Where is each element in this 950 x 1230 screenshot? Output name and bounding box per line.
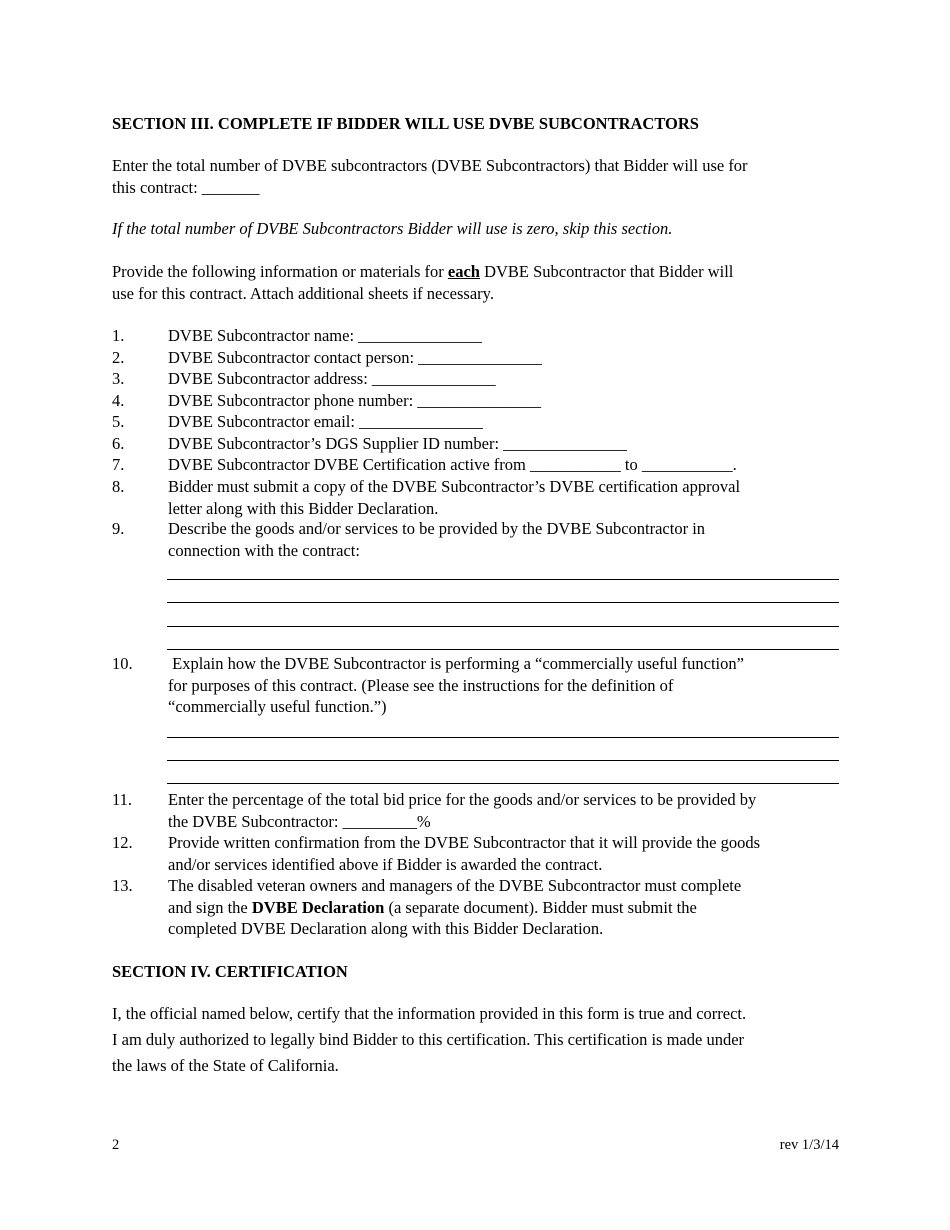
intro-paragraph: [112, 155, 748, 198]
item-number: 1.: [112, 326, 125, 345]
item-number: 2.: [112, 348, 125, 367]
item-line: Provide written confirmation from the DVBE Subcontractor that it will provide the goods: [168, 833, 761, 852]
dvbe-declaration-term: DVBE Declaration: [251, 897, 385, 917]
item-commercially-useful-function: [168, 653, 744, 718]
item-contact-person: DVBE Subcontractor contact person: _______________: [168, 348, 542, 367]
answer-line[interactable]: [167, 626, 839, 627]
item-line: Enter the percentage of the total bid price for the goods and/or services to be provided by: [168, 790, 757, 809]
provide-line-1: [112, 261, 733, 283]
item-number: 13.: [112, 876, 133, 895]
item-subcontractor-name: DVBE Subcontractor name: _______________: [168, 326, 482, 345]
item-email: DVBE Subcontractor email: _______________: [168, 412, 483, 431]
item-text: and sign the: [168, 897, 252, 917]
item-number: 5.: [112, 412, 125, 431]
item-number: 3.: [112, 369, 125, 388]
intro-line-1: Enter the total number of DVBE subcontractors (DVBE Subcontractors) that Bidder will use for: [112, 156, 748, 175]
item-dvbe-declaration: [168, 875, 741, 940]
intro-line-2: this contract: _______: [112, 177, 260, 197]
item-line: for purposes of this contract. (Please see the instructions for the definition of: [168, 675, 674, 695]
item-line: [168, 897, 741, 919]
section-4-heading: SECTION IV. CERTIFICATION: [112, 962, 348, 981]
answer-line[interactable]: [167, 649, 839, 650]
item-goods-services: [168, 518, 705, 561]
item-text: (a separate document). Bidder must submit the: [384, 897, 697, 917]
revision-label: rev 1/3/14: [779, 1137, 839, 1153]
item-line: completed DVBE Declaration along with this Bidder Declaration.: [168, 919, 604, 938]
item-address: DVBE Subcontractor address: _______________: [168, 369, 496, 388]
item-number: 9.: [112, 519, 125, 538]
item-certification-dates: DVBE Subcontractor DVBE Certification active from ___________ to ___________.: [168, 455, 737, 474]
item-certification-letter: [168, 476, 740, 519]
provide-post: DVBE Subcontractor that Bidder will: [479, 262, 734, 281]
item-number: 6.: [112, 434, 125, 453]
item-line: Bidder must submit a copy of the DVBE Subcontractor’s DVBE certification approval: [168, 477, 741, 496]
item-phone-number: DVBE Subcontractor phone number: _______________: [168, 391, 542, 410]
item-number: 11.: [112, 790, 133, 809]
provide-paragraph: [112, 261, 733, 304]
item-bid-percentage: [168, 789, 756, 832]
certification-paragraph: [112, 1001, 746, 1079]
item-line: “commercially useful function.”): [168, 697, 387, 716]
item-line: and/or services identified above if Bidder is awarded the contract.: [168, 854, 603, 874]
answer-line[interactable]: [167, 737, 839, 738]
item-line: connection with the contract:: [168, 540, 360, 560]
item-supplier-id: DVBE Subcontractor’s DGS Supplier ID number: _______________: [168, 434, 627, 453]
item-written-confirmation: [168, 832, 760, 875]
answer-line[interactable]: [167, 783, 839, 784]
section-3-heading: SECTION III. COMPLETE IF BIDDER WILL USE DVBE SUBCONTRACTORS: [112, 114, 699, 133]
item-line: The disabled veteran owners and managers of the DVBE Subcontractor must complete: [168, 876, 742, 895]
item-number: 12.: [112, 833, 133, 852]
certification-line: I, the official named below, certify that the information provided in this form is true and correct.: [112, 1004, 747, 1023]
provide-emphasis: each: [447, 262, 480, 281]
answer-line[interactable]: [167, 760, 839, 761]
item-line: Describe the goods and/or services to be provided by the DVBE Subcontractor in: [168, 519, 706, 538]
certification-line: I am duly authorized to legally bind Bidder to this certification. This certification is made under: [112, 1030, 745, 1049]
item-number: 4.: [112, 391, 125, 410]
item-number: 7.: [112, 455, 125, 474]
page-number: 2: [112, 1137, 120, 1153]
item-number: 10.: [112, 654, 133, 673]
item-line: letter along with this Bidder Declaration.: [168, 498, 439, 518]
provide-pre: Provide the following information or materials for: [112, 262, 448, 281]
item-number: 8.: [112, 477, 125, 496]
item-line: the DVBE Subcontractor: _________%: [168, 811, 431, 831]
answer-line[interactable]: [167, 579, 839, 580]
skip-note: If the total number of DVBE Subcontractors Bidder will use is zero, skip this section.: [112, 219, 673, 238]
item-line: Explain how the DVBE Subcontractor is performing a “commercially useful function”: [168, 654, 744, 673]
provide-line-2: use for this contract. Attach additional sheets if necessary.: [112, 283, 494, 303]
answer-line[interactable]: [167, 602, 839, 603]
certification-line: the laws of the State of California.: [112, 1056, 339, 1075]
